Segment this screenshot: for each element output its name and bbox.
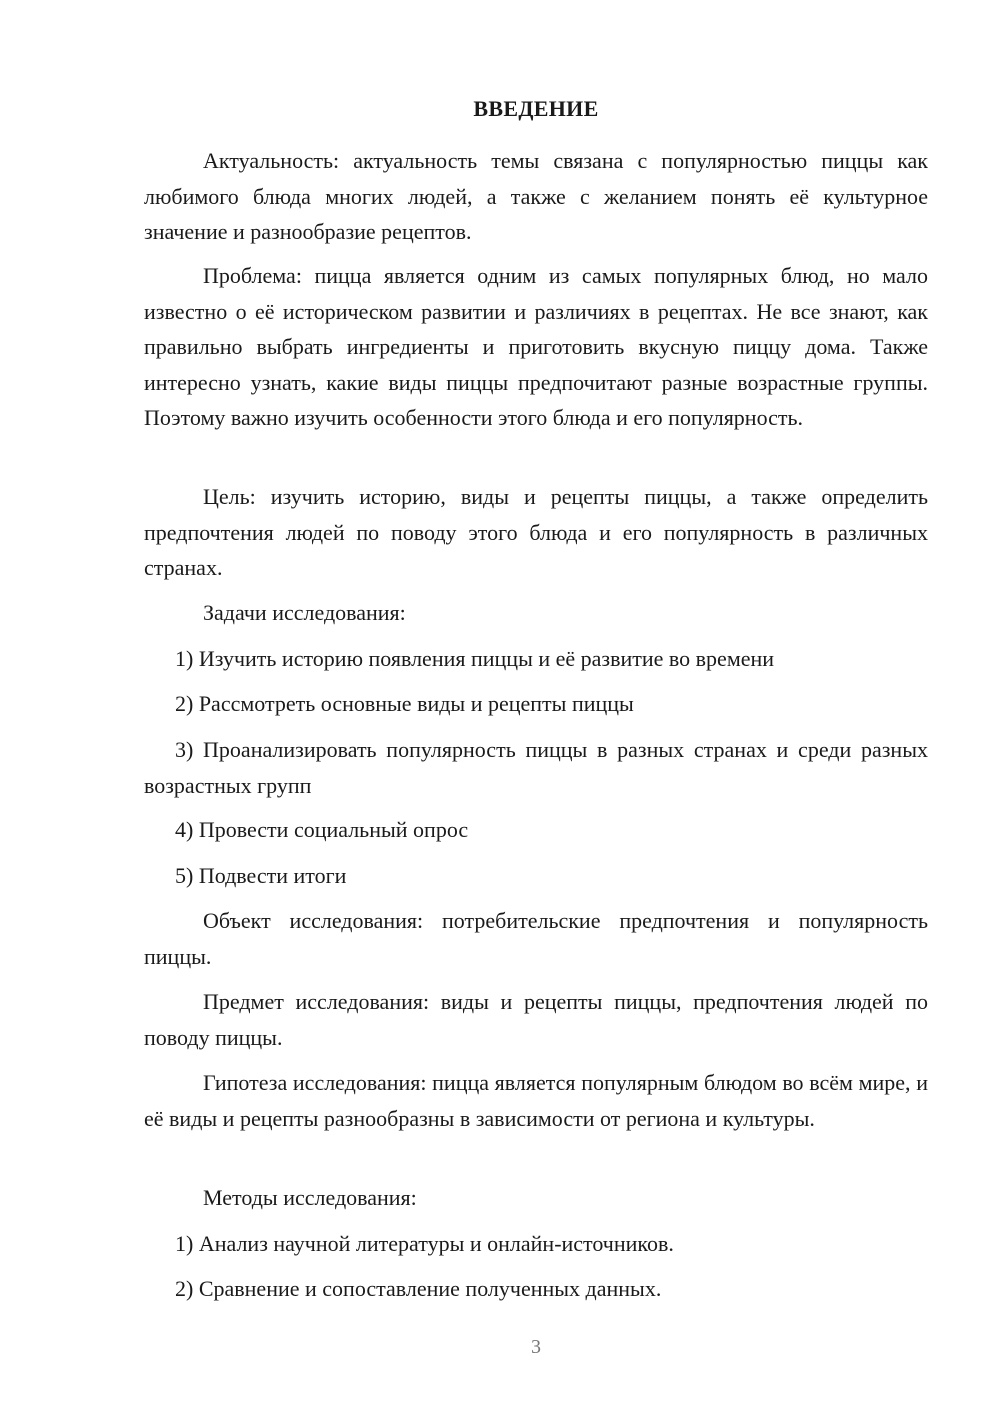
task-item-3: 3) Проанализировать популярность пиццы в разных странах и среди разных возрастных групп xyxy=(144,737,928,798)
paragraph-problem: Проблема: пицца является одним из самых популярных блюд, но мало известно о её историческом развитии и различиях в рецептах. Не все знают, как правильно выбрать ингредиенты и приготовить вкусную пиццу дома. Также интересно узнать, какие виды пиццы предпочитают разные возрастные группы. Поэтому важно изучить особенности этого блюда и его популярность. xyxy=(144,263,928,430)
section-title: ВВЕДЕНИЕ xyxy=(473,96,599,121)
method-item-2: 2) Сравнение и сопоставление полученных данных. xyxy=(175,1276,662,1301)
task-item-5: 5) Подвести итоги xyxy=(175,863,347,888)
paragraph-hypothesis: Гипотеза исследования: пицца является популярным блюдом во всём мире, и её виды и рецепты разнообразны в зависимости от региона и культуры. xyxy=(144,1070,928,1131)
tasks-heading: Задачи исследования: xyxy=(203,600,406,625)
paragraph-goal: Цель: изучить историю, виды и рецепты пиццы, а также определить предпочтения людей по поводу этого блюда и его популярность в различных странах. xyxy=(144,484,928,580)
paragraph-subject: Предмет исследования: виды и рецепты пиццы, предпочтения людей по поводу пиццы. xyxy=(144,989,928,1050)
page-number: 3 xyxy=(531,1336,541,1358)
task-item-4: 4) Провести социальный опрос xyxy=(175,817,469,842)
method-item-1: 1) Анализ научной литературы и онлайн-источников. xyxy=(175,1231,674,1256)
methods-heading: Методы исследования: xyxy=(203,1185,417,1210)
paragraph-relevance: Актуальность: актуальность темы связана с популярностью пиццы как любимого блюда многих людей, а также с желанием понять её культурное значение и разнообразие рецептов. xyxy=(144,148,928,244)
task-item-1: 1) Изучить историю появления пиццы и её развитие во времени xyxy=(175,646,775,671)
paragraph-object: Объект исследования: потребительские предпочтения и популярность пиццы. xyxy=(144,908,928,969)
task-item-2: 2) Рассмотреть основные виды и рецепты пиццы xyxy=(175,691,634,716)
